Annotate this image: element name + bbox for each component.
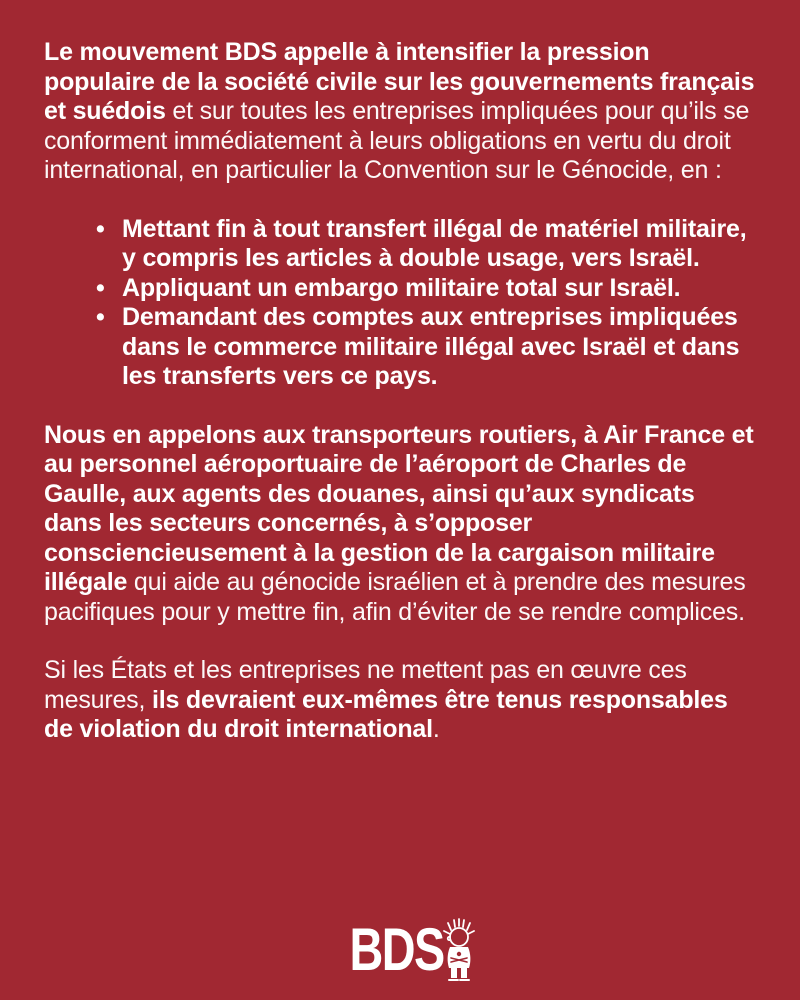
accountability-regular-start: Si les États et les entreprises ne mettent pas en œuvre ces mesures, (44, 656, 687, 714)
intro-regular-text: et sur toutes les entreprises impliquées pour qu’ils se conforment immédiatement à leurs obligations en vertu du droit international, en particulier la Convention sur le Génocide, en : (44, 97, 750, 184)
list-item (96, 303, 758, 392)
bullet-icon: • (96, 214, 105, 243)
list-item (96, 274, 758, 304)
bds-logo-text: BDS (349, 916, 444, 983)
accountability-bold-text: ils devraient eux-mêmes être tenus responsables de violation du droit international (44, 685, 728, 743)
demand-text: Demandant des comptes aux entreprises impliquées dans le commerce militaire illégal avec Israël et dans les transferts vers ce pays. (122, 303, 740, 390)
accountability-paragraph (44, 656, 758, 745)
appeal-paragraph (44, 421, 758, 628)
list-item (96, 215, 758, 274)
bds-logo (0, 918, 800, 982)
appeal-regular-text: qui aide au génocide israélien et à prendre des mesures pacifiques pour y mettre fin, afin d’éviter de se rendre complices. (44, 568, 746, 626)
accountability-regular-end: . (432, 715, 440, 743)
demands-list (44, 215, 758, 392)
demand-text: Mettant fin à tout transfert illégal de matériel militaire, y compris les articles à double usage, vers Israël. (122, 214, 747, 272)
intro-paragraph (44, 38, 758, 186)
intro-bold-text: Le mouvement BDS appelle à intensifier la pression populaire de la société civile sur les gouvernements français et suédois (44, 38, 755, 125)
handala-figure-icon (441, 918, 477, 982)
appeal-bold-text: Nous en appelons aux transporteurs routiers, à Air France et au personnel aéroportuaire de l’aéroport de Charles de Gaulle, aux agents des douanes, ainsi qu’aux syndicats dans les secteurs concernés, à s’opposer consciencieusement à la gestion de la cargaison militaire illégale (44, 420, 754, 596)
bullet-icon: • (96, 303, 105, 331)
bullet-icon: • (96, 273, 105, 302)
demand-text: Appliquant un embargo militaire total sur Israël. (122, 273, 681, 302)
